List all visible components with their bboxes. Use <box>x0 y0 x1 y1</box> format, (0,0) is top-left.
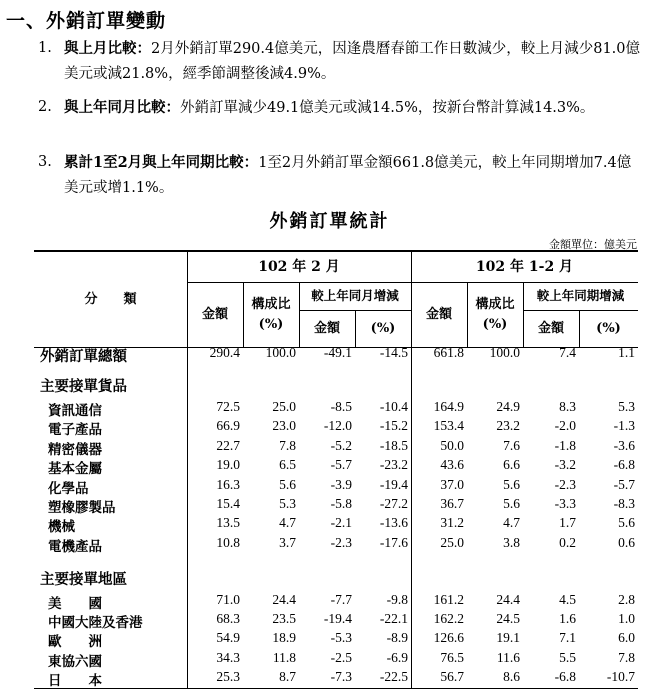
row-value: 8.3 <box>559 399 576 414</box>
row-value: 162.2 <box>433 611 464 627</box>
table-row <box>34 477 638 496</box>
row-value: 100.0 <box>489 345 520 360</box>
row-value: 3.7 <box>279 534 296 550</box>
row-value: 31.2 <box>440 515 464 531</box>
row-value: -23.2 <box>379 457 408 473</box>
row-value: -3.2 <box>554 457 576 473</box>
category-regions: 主要接單地區 <box>40 571 127 588</box>
row-value: -2.0 <box>554 418 576 434</box>
row-value: 25.0 <box>440 534 464 550</box>
item-text: 2月外銷訂單290.4億美元，因逢農曆春節工作日數減少，較上月減少81.0億美元或減21.8%，經季節調整後減4.9%。 <box>64 41 641 82</box>
row-value: -3.9 <box>330 476 352 492</box>
row-value: 23.0 <box>272 418 296 434</box>
row-value: -2.3 <box>554 476 576 492</box>
header-category: 分 類 <box>84 291 137 307</box>
row-value: -6.8 <box>613 457 635 473</box>
row-label: 外銷訂單總額 <box>40 348 127 365</box>
header-share-unit: (%) <box>482 316 508 332</box>
row-label: 電子產品 <box>48 422 102 439</box>
item-number: 2. <box>38 99 52 115</box>
row-value: 4.7 <box>503 515 520 531</box>
row-label: 化學品 <box>48 480 89 497</box>
section-title: 一、外銷訂單變動 <box>6 10 167 32</box>
row-value: 6.0 <box>618 630 635 646</box>
row-value: 164.9 <box>433 399 464 414</box>
row-value: 54.9 <box>216 630 240 646</box>
row-value: -10.4 <box>379 399 408 414</box>
row-value: -14.5 <box>379 345 408 360</box>
item-number: 3. <box>38 154 52 170</box>
row-value: -6.8 <box>554 668 576 684</box>
row-label: 資訊通信 <box>48 403 102 419</box>
row-value: 7.6 <box>503 437 520 453</box>
list-item-2 <box>38 95 644 121</box>
row-value: -2.1 <box>330 515 352 531</box>
header-share-1 <box>243 282 299 347</box>
row-value: 25.0 <box>272 399 296 414</box>
row-value: 71.0 <box>216 592 240 607</box>
row-value: 23.2 <box>496 418 520 434</box>
row-value: -8.5 <box>330 399 352 414</box>
row-label: 歐 洲 <box>48 634 102 651</box>
row-value: 161.2 <box>433 592 464 607</box>
row-value: -3.3 <box>554 496 576 511</box>
table-row <box>34 650 638 669</box>
row-value: 7.1 <box>559 630 576 646</box>
row-value: 5.6 <box>503 496 520 511</box>
row-value: -2.5 <box>330 649 352 665</box>
header-share-label: 構成比 <box>251 296 291 312</box>
row-value: -10.7 <box>606 668 635 684</box>
row-value: -7.7 <box>330 592 352 607</box>
row-value: -5.3 <box>330 630 352 646</box>
table-row <box>34 592 638 611</box>
row-value: 2.8 <box>618 592 635 607</box>
row-value: -19.4 <box>323 611 352 627</box>
row-value: -18.5 <box>379 437 408 453</box>
row-value: 19.0 <box>216 457 240 473</box>
row-value: 76.5 <box>440 649 464 665</box>
table-row <box>34 457 638 476</box>
row-value: -6.9 <box>386 649 408 665</box>
row-value: 100.0 <box>265 345 296 360</box>
row-label: 基本金屬 <box>48 461 102 478</box>
row-value: 1.1 <box>618 345 635 360</box>
row-value: 5.6 <box>503 476 520 492</box>
row-value: -3.6 <box>613 437 635 453</box>
row-value: -17.6 <box>379 534 408 550</box>
item-number: 1. <box>38 40 52 56</box>
row-value: 7.4 <box>559 345 576 360</box>
item-heading: 與上年同月比較： <box>64 99 180 116</box>
row-value: 24.4 <box>272 592 296 607</box>
table-body <box>34 344 638 689</box>
total-row <box>34 345 638 364</box>
row-value: -8.3 <box>613 496 635 511</box>
row-value: 8.6 <box>503 668 520 684</box>
table-row <box>34 399 638 418</box>
table-row <box>34 496 638 515</box>
row-value: 5.3 <box>618 399 635 414</box>
row-value: 1.0 <box>618 611 635 627</box>
table-title: 外銷訂單統計 <box>269 211 390 232</box>
item-heading: 與上月比較： <box>64 40 151 57</box>
row-value: 290.4 <box>209 345 240 360</box>
table-header <box>34 250 638 348</box>
row-value: -2.3 <box>330 534 352 550</box>
row-value: -7.3 <box>330 668 352 684</box>
row-value: -27.2 <box>379 496 408 511</box>
row-label: 精密儀器 <box>48 441 102 458</box>
table-row <box>34 515 638 534</box>
row-value: 661.8 <box>433 345 464 360</box>
item-text: 外銷訂單減少49.1億美元或減14.5%，按新台幣計算減14.3%。 <box>180 100 595 116</box>
item-heading: 累計1至2月與上年同期比較： <box>64 154 259 171</box>
row-value: -9.8 <box>386 592 408 607</box>
header-diff-amount-2: 金額 <box>537 320 564 336</box>
header-yoy-period: 較上年同期增減 <box>536 288 625 303</box>
row-label: 機械 <box>48 519 75 536</box>
row-value: 50.0 <box>440 437 464 453</box>
row-value: 11.6 <box>496 649 520 665</box>
row-label: 日 本 <box>48 672 102 689</box>
row-value: -5.8 <box>330 496 352 511</box>
row-value: 11.8 <box>272 649 296 665</box>
row-value: 1.6 <box>559 611 576 627</box>
table-row <box>34 630 638 649</box>
row-label: 中國大陸及香港 <box>48 615 143 632</box>
row-value: 13.5 <box>216 515 240 531</box>
row-value: 6.6 <box>503 457 520 473</box>
row-value: -15.2 <box>379 418 408 434</box>
row-value: -49.1 <box>323 345 352 360</box>
row-value: 43.6 <box>440 457 464 473</box>
header-period-2: 102 年 1-2 月 <box>475 259 574 275</box>
item-text: 1至2月外銷訂單金額661.8億美元，較上年同期增加7.4億美元或增1.1%。 <box>64 155 632 196</box>
row-value: 7.8 <box>618 649 635 665</box>
row-value: 36.7 <box>440 496 464 511</box>
row-value: 72.5 <box>216 399 240 414</box>
row-value: -22.1 <box>379 611 408 627</box>
category-products: 主要接單貨品 <box>40 378 127 395</box>
header-share-label: 構成比 <box>475 296 515 312</box>
row-value: -8.9 <box>386 630 408 646</box>
row-value: 37.0 <box>440 476 464 492</box>
table-row <box>34 418 638 437</box>
row-value: 5.5 <box>559 649 576 665</box>
header-diff-amount-1: 金額 <box>313 320 340 336</box>
row-value: 5.6 <box>618 515 635 531</box>
row-value: 66.9 <box>216 418 240 434</box>
row-value: 16.3 <box>216 476 240 492</box>
row-value: 10.8 <box>216 534 240 550</box>
row-value: 15.4 <box>216 496 240 511</box>
row-value: 34.3 <box>216 649 240 665</box>
header-diff-pct-2: (%) <box>596 320 621 336</box>
row-value: 23.5 <box>272 611 296 627</box>
list-item-1 <box>38 36 644 87</box>
row-value: -1.3 <box>613 418 635 434</box>
row-value: 24.5 <box>496 611 520 627</box>
row-value: 25.3 <box>216 668 240 684</box>
row-value: 24.9 <box>496 399 520 414</box>
table-row <box>34 535 638 554</box>
header-amount-2: 金額 <box>425 306 452 322</box>
row-value: -19.4 <box>379 476 408 492</box>
row-value: -5.7 <box>613 476 635 492</box>
header-period-1: 102 年 2 月 <box>258 259 340 275</box>
row-label: 電機產品 <box>48 538 102 555</box>
row-value: -5.2 <box>330 437 352 453</box>
row-value: -5.7 <box>330 457 352 473</box>
row-value: 153.4 <box>433 418 464 434</box>
row-value: 4.5 <box>559 592 576 607</box>
row-value: 5.6 <box>279 476 296 492</box>
row-value: 24.4 <box>496 592 520 607</box>
row-value: -22.5 <box>379 668 408 684</box>
row-value: 56.7 <box>440 668 464 684</box>
header-diff-pct-1: (%) <box>370 320 396 336</box>
table-row <box>34 611 638 630</box>
unit-note: 金額單位：億美元 <box>549 238 637 251</box>
row-value: 68.3 <box>216 611 240 627</box>
row-value: 22.7 <box>216 437 240 453</box>
row-value: 126.6 <box>433 630 464 646</box>
row-value: 19.1 <box>496 630 520 646</box>
table-row <box>34 438 638 457</box>
row-value: 6.5 <box>279 457 296 473</box>
row-value: 5.3 <box>279 496 296 511</box>
row-value: 3.8 <box>503 534 520 550</box>
row-value: 4.7 <box>279 515 296 531</box>
row-value: -12.0 <box>323 418 352 434</box>
row-value: 0.2 <box>559 534 576 550</box>
row-value: -13.6 <box>379 515 408 531</box>
row-value: 7.8 <box>279 437 296 453</box>
header-yoy-month: 較上年同月增減 <box>311 288 399 303</box>
row-value: 0.6 <box>618 534 635 550</box>
header-share-2 <box>467 282 523 347</box>
row-label: 東協六國 <box>48 653 102 670</box>
row-value: 8.7 <box>279 668 296 684</box>
table-row <box>34 669 638 688</box>
row-label: 美 國 <box>48 596 102 612</box>
row-label: 塑橡膠製品 <box>48 500 116 516</box>
list-item-3 <box>38 150 644 201</box>
row-value: 1.7 <box>559 515 576 531</box>
row-value: 18.9 <box>272 630 296 646</box>
header-share-unit: (%) <box>258 316 284 332</box>
row-value: -1.8 <box>554 437 576 453</box>
header-amount-1: 金額 <box>201 306 228 322</box>
